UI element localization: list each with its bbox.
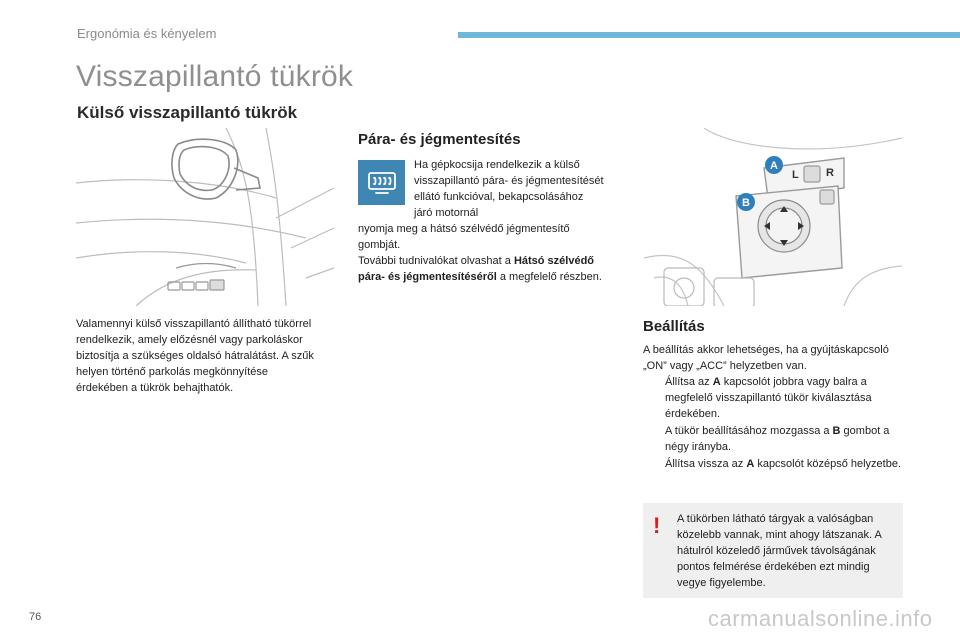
list-item: Állítsa az A kapcsolót jobbra vagy balra a megfelelő visszapillantó tükör kiválasztása érdekében.: [665, 376, 872, 420]
mirror-control-illustration: [644, 128, 902, 306]
section-subtitle: Külső visszapillantó tükrök: [77, 103, 298, 122]
defrost-ref-prefix: További tudnivalókat olvashat a: [358, 255, 514, 267]
defrost-ref-suffix: a megfelelő részben.: [496, 271, 602, 283]
warning-text: A tükörben látható tárgyak a valóságban közelebb vannak, mint ahogy látszanak. A hátulról közeledő járművek távolságának pontos felmérése érdekében ezt mindig vegye figyelembe.: [677, 513, 882, 589]
section-header: Ergonómia és kényelem: [77, 26, 217, 41]
defrost-heading: Pára- és jégmentesítés: [358, 131, 521, 148]
settings-heading: Beállítás: [643, 318, 705, 335]
header-accent-bar: [458, 32, 960, 38]
callout-a: A: [770, 160, 778, 172]
settings-intro: A beállítás akkor lehetséges, ha a gyújtáskapcsoló „ON” vagy „ACC” helyzetben van.: [643, 344, 889, 372]
defrost-ref-link: Hátsó szélvédő pára- és jégmentesítéséről: [358, 255, 595, 283]
warning-box: [643, 503, 903, 598]
switch-l-label: L: [792, 169, 799, 181]
rear-defrost-icon: [358, 160, 405, 205]
warning-icon: !: [653, 513, 661, 538]
list-item: Állítsa vissza az A kapcsolót középső helyzetbe.: [665, 458, 902, 470]
watermark: carmanualsonline.info: [708, 606, 933, 631]
list-item: A tükör beállításához mozgassa a B gombot a négy irányba.: [665, 425, 890, 453]
mirror-illustration: [76, 128, 334, 306]
defrost-text-continued: [358, 221, 606, 285]
page-title: Visszapillantó tükrök: [76, 60, 354, 93]
callout-b: B: [742, 197, 750, 209]
defrost-text-cont: nyomja meg a hátsó szélvédő jégmentesítő gombját.: [358, 223, 570, 251]
switch-r-label: R: [826, 167, 834, 179]
page-number: 76: [29, 611, 42, 623]
defrost-text: Ha gépkocsija rendelkezik a külső visszapillantó pára- és jégmentesítését ellátó funkcióval, bekapcsolásához járó motornál: [414, 159, 604, 219]
settings-steps: [643, 374, 905, 473]
mirror-description: Valamennyi külső visszapillantó állítható tükörrel rendelkezik, amely előzésnél vagy parkoláskor biztosítja a szükséges oldalsó hátralátást. A szűk helyen történő parkolás megkönnyítése érdekében a tükrök behajthatók.: [76, 318, 314, 394]
